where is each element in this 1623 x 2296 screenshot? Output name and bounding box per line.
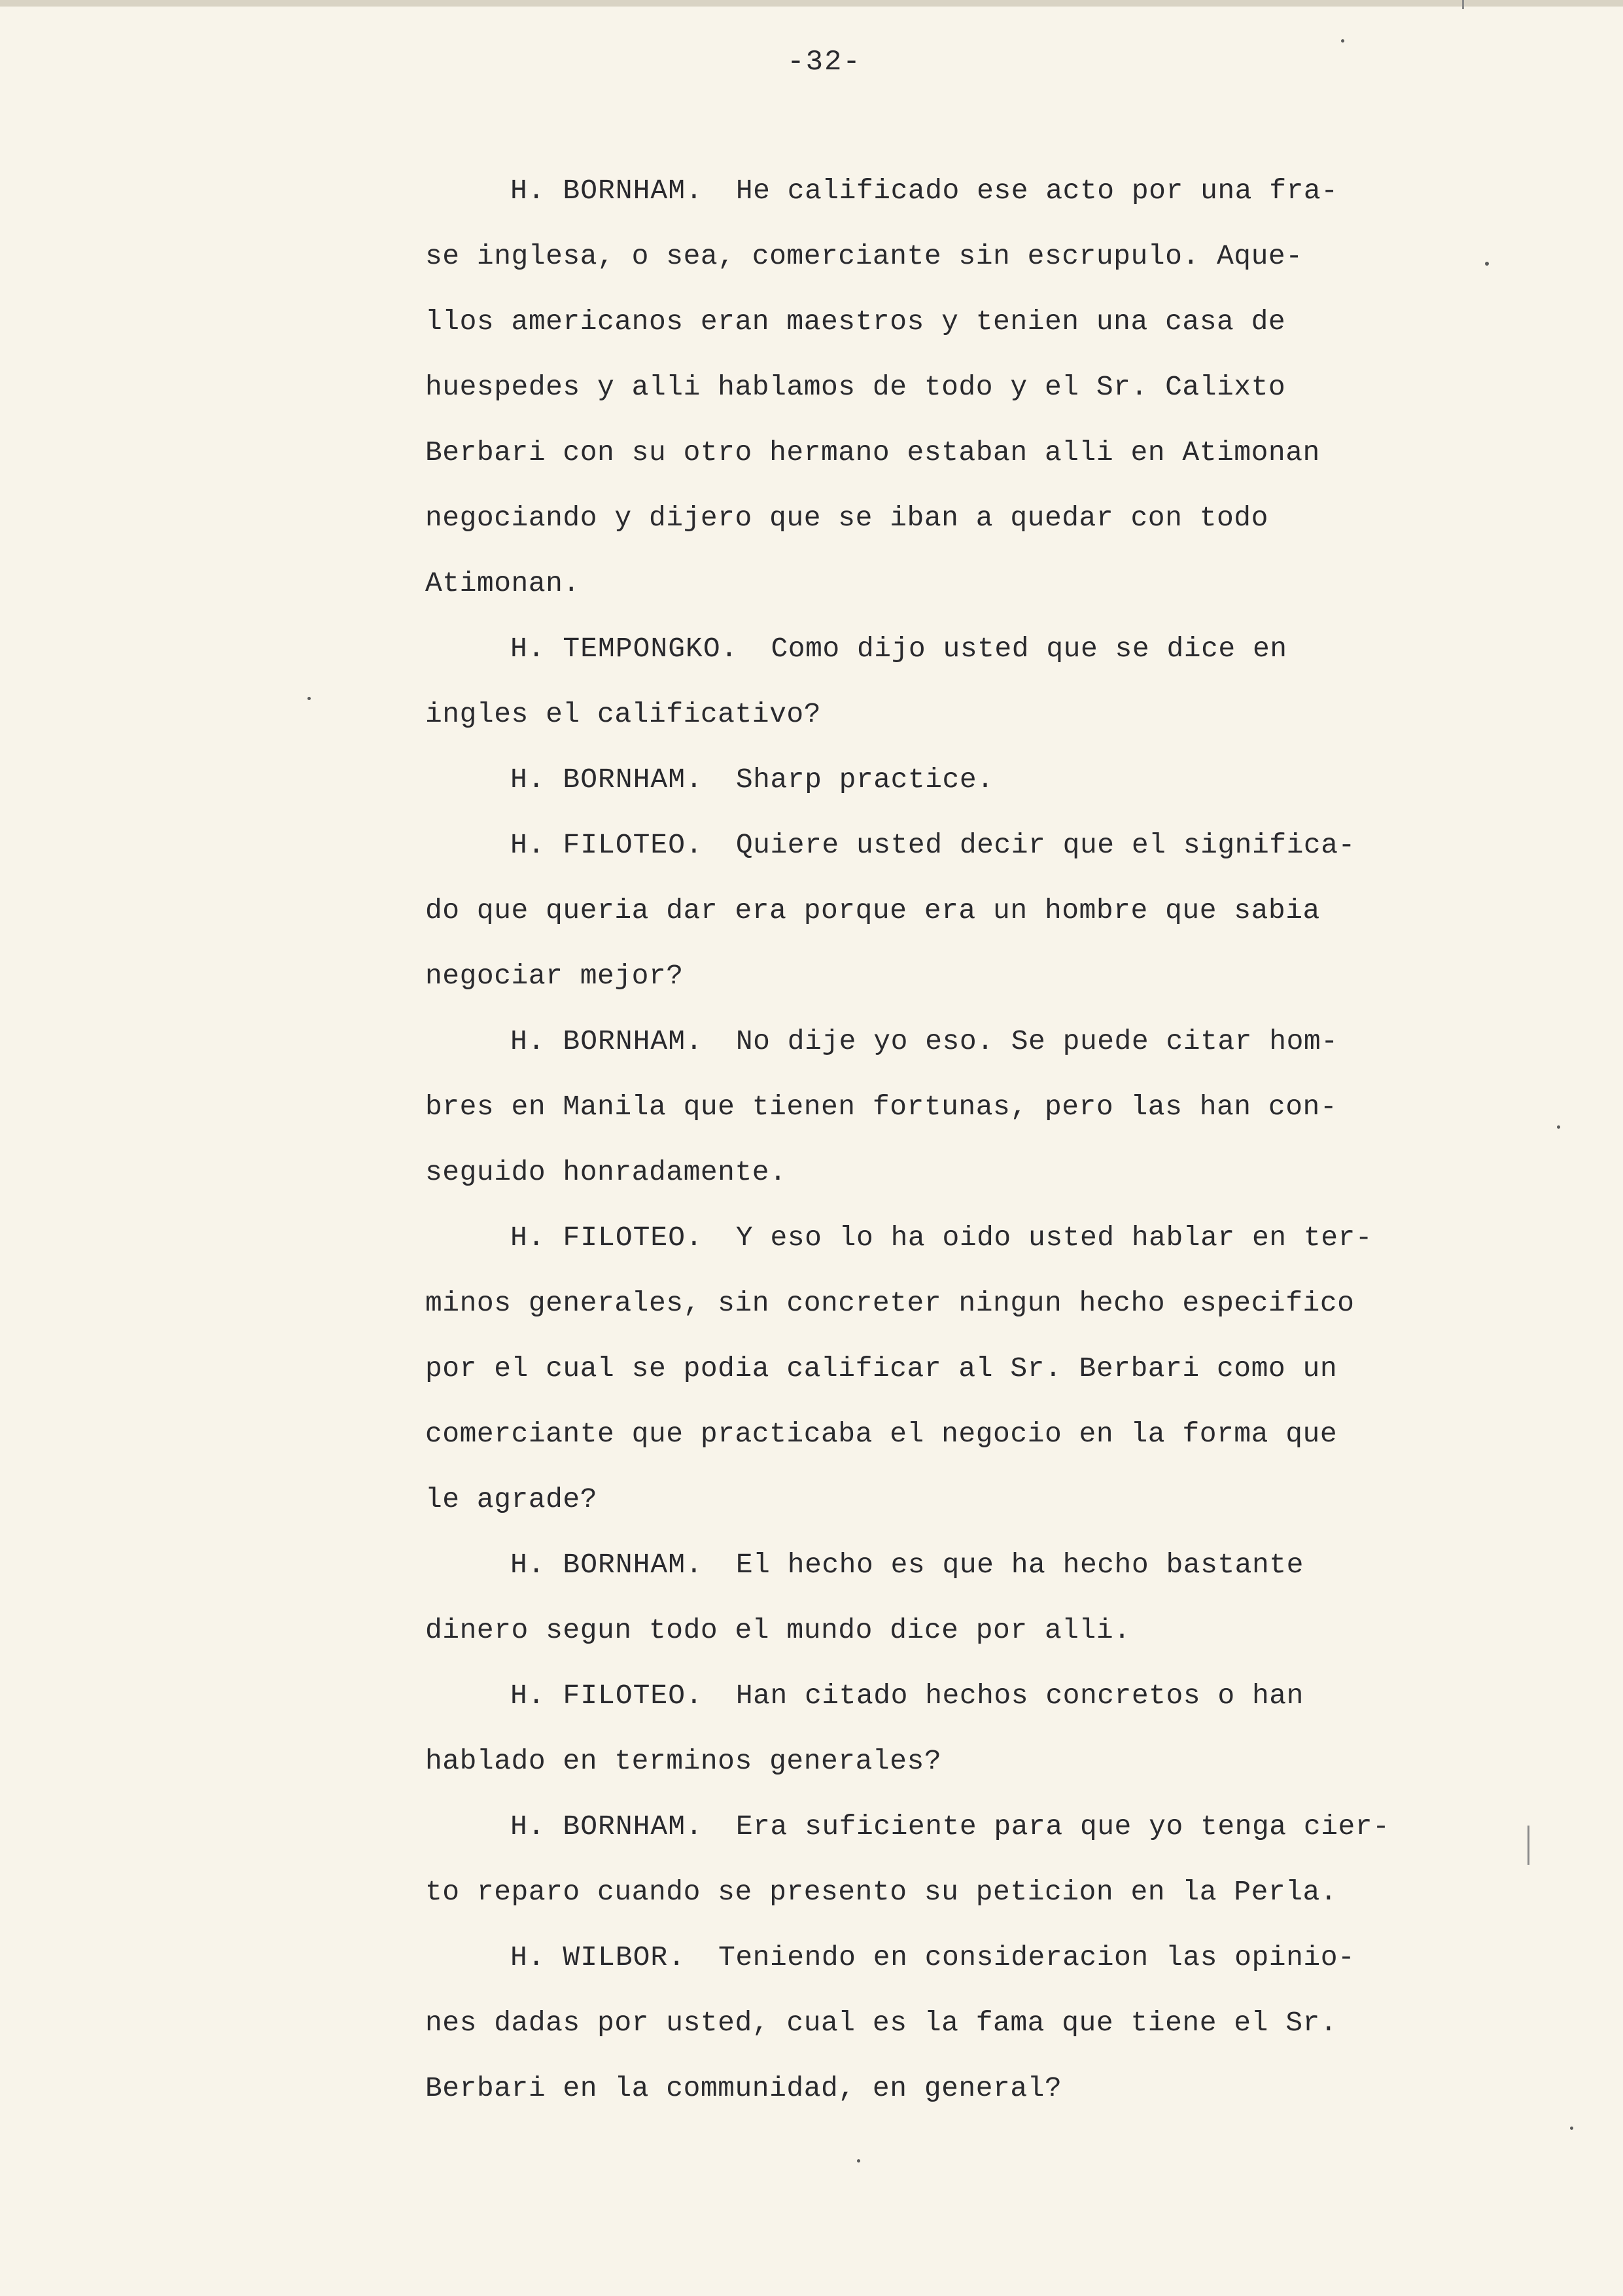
transcript-line	[425, 1216, 1374, 1281]
speech-text: Quiere usted decir que el significa-	[735, 829, 1355, 861]
speech-text: Era suficiente para que yo tenga cier-	[735, 1810, 1390, 1843]
transcript-line: le agrade?	[425, 1483, 598, 1515]
speaker-name: H. TEMPONGKO.	[510, 633, 739, 665]
speech-text: No dije yo eso. Se puede citar hom-	[735, 1025, 1338, 1057]
transcript-line: Berbari en la communidad, en general?	[425, 2072, 1062, 2104]
speech-text: El hecho es que ha hecho bastante	[735, 1549, 1304, 1581]
transcript-line: Berbari con su otro hermano estaban alli en Atimonan	[425, 436, 1320, 468]
speech-text: Han citado hechos concretos o han	[735, 1680, 1304, 1712]
transcript-line: to reparo cuando se presento su peticion en la Perla.	[425, 1876, 1338, 1908]
transcript-body	[425, 169, 1390, 2132]
transcript-line: minos generales, sin concreter ningun hecho especifico	[425, 1287, 1355, 1319]
paper-speck	[1557, 1125, 1560, 1129]
page-top-edge	[0, 0, 1623, 7]
transcript-line: ingles el calificativo?	[425, 698, 821, 730]
speech-text: Como dijo usted que se dice en	[771, 633, 1287, 665]
paper-speck	[1485, 262, 1489, 266]
transcript-line: por el cual se podia calificar al Sr. Berbari como un	[425, 1352, 1338, 1385]
speaker-name: H. WILBOR.	[510, 1941, 686, 1973]
transcript-line	[425, 758, 1374, 823]
transcript-line	[425, 1935, 1374, 2001]
paper-speck	[307, 697, 311, 700]
transcript-line: llos americanos eran maestros y tenien una casa de	[425, 306, 1286, 338]
speaker-name: H. BORNHAM.	[510, 1025, 703, 1057]
transcript-line	[425, 1674, 1374, 1739]
speaker-name: H. FILOTEO.	[510, 829, 703, 861]
speech-text: He calificado ese acto por una fra-	[735, 175, 1338, 207]
margin-mark	[1462, 0, 1464, 9]
speech-text: Teniendo en consideracion las opinio-	[718, 1941, 1355, 1973]
transcript-line: seguido honradamente.	[425, 1156, 787, 1188]
transcript-line: do que queria dar era porque era un hombre que sabia	[425, 894, 1320, 927]
paper-speck	[1341, 39, 1344, 43]
paper-speck	[857, 2159, 860, 2163]
transcript-line	[425, 1543, 1374, 1608]
speaker-name: H. FILOTEO.	[510, 1680, 703, 1712]
transcript-line: bres en Manila que tienen fortunas, pero las han con-	[425, 1091, 1338, 1123]
transcript-line: huespedes y alli hablamos de todo y el Sr. Calixto	[425, 371, 1286, 403]
transcript-line	[425, 169, 1374, 234]
transcript-line: Atimonan.	[425, 567, 580, 599]
transcript-line: negociar mejor?	[425, 960, 684, 992]
speaker-name: H. BORNHAM.	[510, 764, 703, 796]
transcript-line	[425, 823, 1374, 889]
speaker-name: H. BORNHAM.	[510, 1810, 703, 1843]
paper-speck	[1570, 2127, 1573, 2130]
page-number: -32-	[787, 46, 862, 79]
speaker-name: H. BORNHAM.	[510, 175, 703, 207]
transcript-line: negociando y dijero que se iban a quedar con todo	[425, 502, 1268, 534]
transcript-line: nes dadas por usted, cual es la fama que tiene el Sr.	[425, 2007, 1338, 2039]
speaker-name: H. FILOTEO.	[510, 1222, 703, 1254]
transcript-line	[425, 1019, 1374, 1085]
speaker-name: H. BORNHAM.	[510, 1549, 703, 1581]
speech-text: Y eso lo ha oido usted hablar en ter-	[735, 1222, 1373, 1254]
transcript-line: hablado en terminos generales?	[425, 1745, 942, 1777]
transcript-line	[425, 627, 1374, 692]
transcript-line: dinero segun todo el mundo dice por alli.	[425, 1614, 1131, 1646]
speech-text: Sharp practice.	[735, 764, 994, 796]
transcript-line: comerciante que practicaba el negocio en la forma que	[425, 1418, 1338, 1450]
margin-mark	[1527, 1826, 1529, 1865]
transcript-line: se inglesa, o sea, comerciante sin escrupulo. Aque-	[425, 240, 1303, 272]
transcript-line	[425, 1805, 1390, 1870]
